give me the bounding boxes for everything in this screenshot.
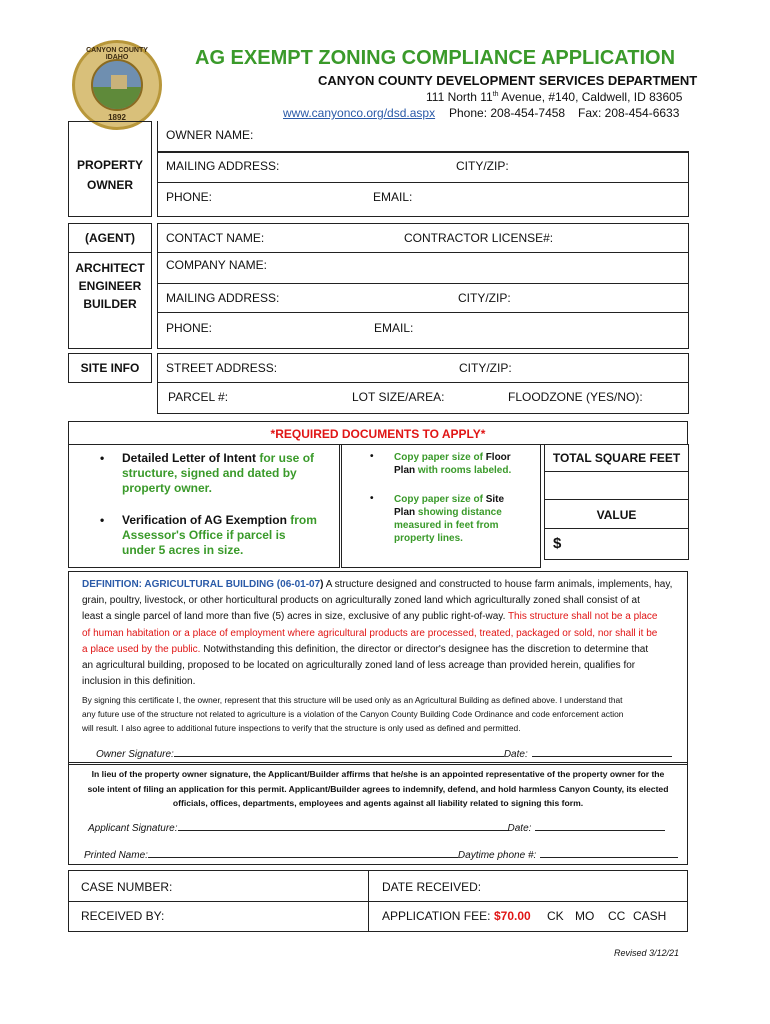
revision-date: Revised 3/12/21 (614, 948, 680, 958)
payment-mo: MO (575, 909, 595, 923)
date-received-field: DATE RECEIVED: (382, 880, 482, 894)
owner-mailing-row (157, 151, 689, 183)
received-by-field: RECEIVED BY: (81, 909, 165, 923)
printed-name-line[interactable]: Printed Name: Daytime phone #: (84, 846, 678, 861)
application-fee-label: APPLICATION FEE: (382, 909, 491, 923)
seal-landscape-image (91, 59, 143, 111)
website-link[interactable]: www.canyonco.org/dsd.aspx (283, 106, 436, 120)
payment-ck: CK (547, 909, 564, 923)
company-name-field[interactable]: COMPANY NAME: (157, 252, 689, 284)
agent-section-label: (AGENT) (68, 223, 152, 253)
definition-text: DEFINITION: AGRICULTURAL BUILDING (06-01-07) A structure designed and constructed to house farm animals, implements, hay, grain, poultry, livestock, or other horticultural products on agriculturally zoned land which agriculturally zoned shall consist of at least a single parcel of land more than five (5) acres in size, exclusive of any public right-of-way. This structure shall not be a place of human habitation or a place of employment where agricultural products are processed, treated, packaged or sold, nor shall it be a place used by the public. Notwithstanding this definition, the director or director's designee has the discretion to determine that an agricultural building, proposed to be located on agriculturally zoned land of less acreage than provided herein, qualifies for inclusion in this definition. (82, 579, 673, 688)
application-fee-amount: $70.00 (494, 909, 531, 923)
department-address: 111 North 11th Avenue, #140, Caldwell, ID 83605 (426, 90, 683, 104)
owner-phone-row (157, 182, 689, 217)
owner-signature-line[interactable]: Owner Signature: Date: (96, 745, 672, 760)
site-parcel-row (157, 382, 689, 414)
total-square-feet-input[interactable] (544, 471, 689, 500)
department-name: CANYON COUNTY DEVELOPMENT SERVICES DEPARTMENT (318, 73, 698, 88)
site-street-row (157, 353, 689, 383)
property-owner-section-label: PROPERTY OWNER (68, 121, 152, 217)
agent-roles-label: ARCHITECT ENGINEER BUILDER (68, 253, 152, 349)
owner-mailing-field[interactable]: MAILING ADDRESS: (166, 159, 280, 173)
owner-cityzip-field[interactable]: CITY/ZIP: (456, 159, 509, 173)
daytime-phone-label: Daytime phone #: (457, 850, 537, 861)
owner-certification-text: By signing this certificate I, the owner, represent that this structure will be used only as an Agricultural Building as defined above. I understand that any future use of the structure not related to agriculture is a violation of the Canyon County Building Code Ordinance and code enforcement action will result. I also agree to additional future inspections to verify that the structure is only used as defined and permitted. (82, 695, 624, 733)
agent-cityzip-field[interactable]: CITY/ZIP: (458, 291, 511, 305)
office-use-section (68, 870, 688, 932)
owner-date-label: Date: (503, 749, 528, 760)
seal-year: 1892 (108, 113, 126, 122)
site-cityzip-field[interactable]: CITY/ZIP: (459, 361, 512, 375)
required-documents-heading: *REQUIRED DOCUMENTS TO APPLY* (68, 421, 688, 445)
applicant-affirmation-text: In lieu of the property owner signature, the Applicant/Builder affirms that he/she is an appointed representative of the property owner for the sole intent of filing an application for this permit. Applicant/Builder agrees to indemnify, defend, and hold harmless Canyon County, its elected officials, offices, departments, employees and agents against all liability related to signing this form. (87, 769, 669, 808)
agent-phone-field[interactable]: PHONE: (166, 321, 213, 335)
owner-name-field[interactable]: OWNER NAME: (157, 121, 689, 153)
parcel-number-field[interactable]: PARCEL #: (168, 390, 229, 404)
agent-mailing-row (157, 283, 689, 313)
seal-ring-text: CANYON COUNTY IDAHO (86, 47, 148, 61)
value-label: VALUE (544, 499, 689, 529)
agent-phone-row (157, 312, 689, 349)
site-info-section-label: SITE INFO (68, 353, 152, 383)
phone-number: Phone: 208-454-7458 (449, 106, 566, 120)
dollar-sign: $ (553, 535, 562, 552)
lot-size-field[interactable]: LOT SIZE/AREA: (352, 390, 445, 404)
applicant-date-label: Date: (507, 823, 532, 834)
floodzone-field[interactable]: FLOODZONE (YES/NO): (508, 390, 643, 404)
applicant-signature-line[interactable]: Applicant Signature: Date: (88, 819, 665, 834)
value-input[interactable] (544, 528, 689, 560)
owner-email-field[interactable]: EMAIL: (373, 190, 413, 204)
contractor-license-field[interactable]: CONTRACTOR LICENSE#: (404, 231, 554, 245)
agent-contact-row (157, 223, 689, 253)
total-square-feet-label: TOTAL SQUARE FEET (544, 444, 689, 472)
owner-phone-field[interactable]: PHONE: (166, 190, 213, 204)
agent-mailing-field[interactable]: MAILING ADDRESS: (166, 291, 280, 305)
county-seal-logo (72, 40, 162, 130)
contact-name-field[interactable]: CONTACT NAME: (166, 231, 265, 245)
fax-number: Fax: 208-454-6633 (578, 106, 680, 120)
case-number-field: CASE NUMBER: (81, 880, 173, 894)
page-title: AG EXEMPT ZONING COMPLIANCE APPLICATION (195, 47, 676, 69)
agent-email-field[interactable]: EMAIL: (374, 321, 414, 335)
payment-cash: CASH (633, 909, 667, 923)
payment-cc: CC (608, 909, 626, 923)
street-address-field[interactable]: STREET ADDRESS: (166, 361, 278, 375)
